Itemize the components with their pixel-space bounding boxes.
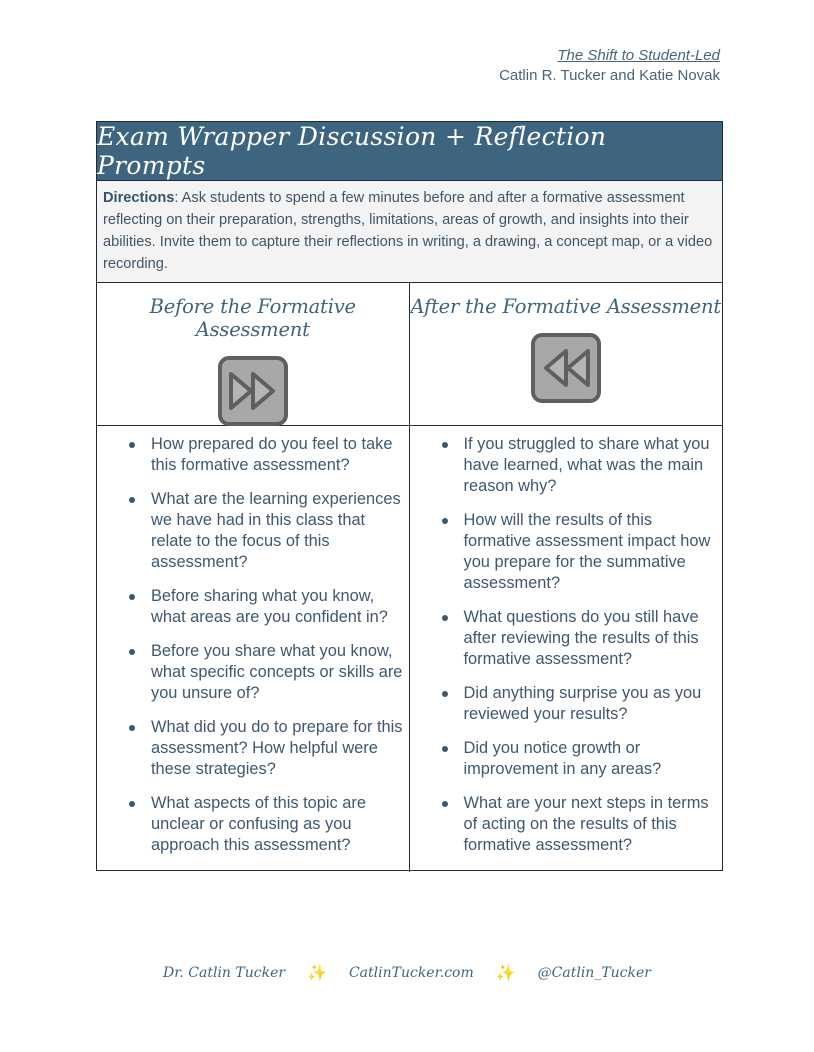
card-title: Exam Wrapper Discussion + Reflection Prompts (97, 122, 607, 180)
list-item: Did anything surprise you as you reviewed your results? (464, 683, 723, 725)
after-prompts (410, 426, 723, 872)
list-item: Did you notice growth or improvement in any areas? (464, 738, 723, 780)
list-item: If you struggled to share what you have learned, what was the main reason why? (464, 434, 723, 497)
list-item: How prepared do you feel to take this formative assessment? (151, 434, 409, 476)
list-item: What aspects of this topic are unclear or confusing as you approach this assessment? (151, 793, 409, 856)
before-prompts (97, 426, 410, 872)
footer-website[interactable]: CatlinTucker.com (348, 964, 474, 981)
document-header (499, 46, 720, 86)
before-column-title: Before the Formative Assessment (149, 295, 356, 341)
column-bodies (97, 426, 722, 872)
title-bar (97, 122, 722, 181)
authors: Catlin R. Tucker and Katie Novak (499, 67, 720, 84)
before-column-header (97, 283, 410, 425)
list-item: What are the learning experiences we have had in this class that relate to the focus of this assessment? (151, 489, 409, 573)
after-column-title: After the Formative Assessment (410, 295, 722, 318)
list-item: How will the results of this formative assessment impact how you prepare for the summative assessment? (464, 510, 723, 594)
fast-forward-icon (217, 355, 289, 427)
footer-name: Dr. Catlin Tucker (163, 964, 286, 981)
list-item: Before you share what you know, what specific concepts or skills are you unsure of? (151, 641, 409, 704)
page-footer (0, 963, 814, 982)
list-item: Before sharing what you know, what areas are you confident in? (151, 586, 409, 628)
rewind-icon (530, 332, 602, 404)
directions (97, 181, 722, 283)
list-item: What did you do to prepare for this assessment? How helpful were these strategies? (151, 717, 409, 780)
list-item: What are your next steps in terms of acting on the results of this formative assessment? (464, 793, 723, 856)
prompts-card (96, 121, 723, 871)
before-prompt-list (97, 434, 409, 856)
footer-handle[interactable]: @Catlin_Tucker (537, 964, 651, 981)
sparkle-icon: ✨ (307, 963, 327, 982)
sparkle-icon: ✨ (495, 963, 516, 982)
after-column-header (410, 283, 723, 425)
directions-text: : Ask students to spend a few minutes before and after a formative assessment reflecting on their preparation, strengths, limitations, areas of growth, and insights into their abilities. Invite them to capture their reflections in writing, a drawing, a concept map, or a video recording. (103, 190, 713, 272)
column-headers (97, 283, 722, 426)
after-prompt-list (410, 434, 723, 856)
list-item: What questions do you still have after reviewing the results of this formative assessment? (464, 607, 723, 670)
book-title[interactable]: The Shift to Student-Led (557, 47, 720, 64)
directions-label: Directions (103, 190, 175, 206)
